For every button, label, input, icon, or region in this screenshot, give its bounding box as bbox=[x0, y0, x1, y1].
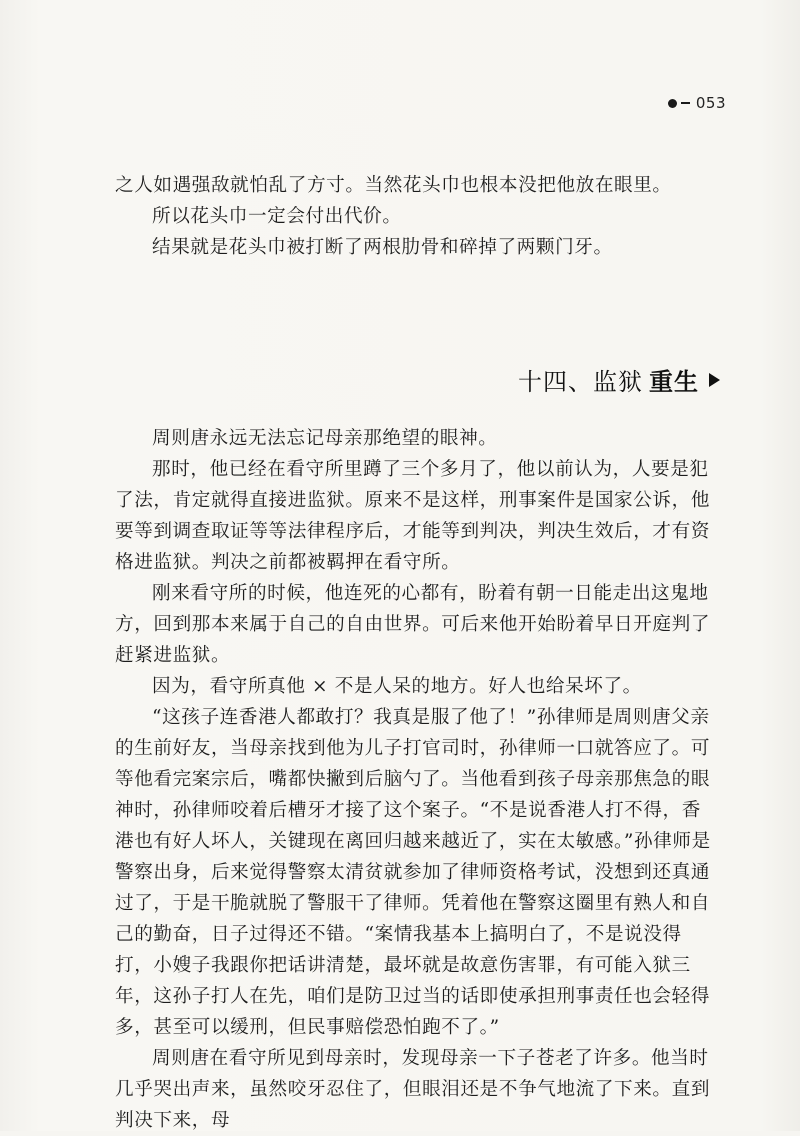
main-text-block bbox=[115, 423, 715, 1136]
paragraph: 周则唐永远无法忘记母亲那绝望的眼神。 bbox=[152, 428, 498, 449]
paragraph: 那时，他已经在看守所里蹲了三个多月了，他以前认为，人要是犯了法，肯定就得直接进监狱。原来不是这样，刑事案件是国家公诉，他要等到调查取证等等法律程序后，才能等到判决，判决生效后，才有资格进监狱。判决之前都被羁押在看守所。 bbox=[115, 459, 711, 573]
paragraph: 刚来看守所的时候，他连死的心都有，盼着有朝一日能走出这鬼地方，回到那本来属于自己的自由世界。可后来他开始盼着早日开庭判了赶紧进监狱。 bbox=[115, 583, 711, 666]
page-header bbox=[668, 94, 726, 112]
paragraph: 结果就是花头巾被打断了两根肋骨和碎掉了两颗门牙。 bbox=[152, 237, 613, 258]
section-heading bbox=[518, 362, 720, 397]
page-number: 053 bbox=[695, 94, 726, 112]
paragraph: “这孩子连香港人都敢打？我真是服了他了！”孙律师是周则唐父亲的生前好友，当母亲找到他为儿子打官司时，孙律师一口就答应了。可等他看完案宗后，嘴都快撇到后脑勺了。当他看到孩子母亲那焦急的眼神时，孙律师咬着后槽牙才接了这个案子。“不是说香港人打不得，香港也有好人坏人，关键现在离回归越来越近了，实在太敏感。”孙律师是警察出身，后来觉得警察太清贫就参加了律师资格考试，没想到还真通过了，于是干脆就脱了警服干了律师。凭着他在警察这圈里有熟人和自己的勤奋，日子过得还不错。“案情我基本上搞明白了，不是说没得打，小嫂子我跟你把话讲清楚，最坏就是故意伤害罪，有可能入狱三年，这孙子打人在先，咱们是防卫过当的话即使承担刑事责任也会轻得多，甚至可以缓刑，但民事赔偿恐怕跑不了。” bbox=[115, 707, 711, 1038]
paragraph: 因为，看守所真他 × 不是人呆的地方。好人也给呆坏了。 bbox=[152, 676, 642, 697]
dash-icon bbox=[681, 102, 690, 104]
bullet-dot-icon bbox=[668, 99, 677, 108]
top-text-block bbox=[115, 170, 715, 263]
paragraph: 所以花头巾一定会付出代价。 bbox=[152, 206, 402, 227]
section-heading-prefix: 十四、监狱 bbox=[518, 368, 643, 396]
triangle-right-icon bbox=[709, 373, 720, 387]
section-heading-bold: 重生 bbox=[649, 367, 699, 396]
paragraph: 周则唐在看守所见到母亲时，发现母亲一下子苍老了许多。他当时几乎哭出声来，虽然咬牙忍住了，但眼泪还是不争气地流了下来。直到判决下来，母 bbox=[115, 1048, 711, 1131]
paragraph-continuation: 之人如遇强敌就怕乱了方寸。当然花头巾也根本没把他放在眼里。 bbox=[115, 175, 672, 196]
